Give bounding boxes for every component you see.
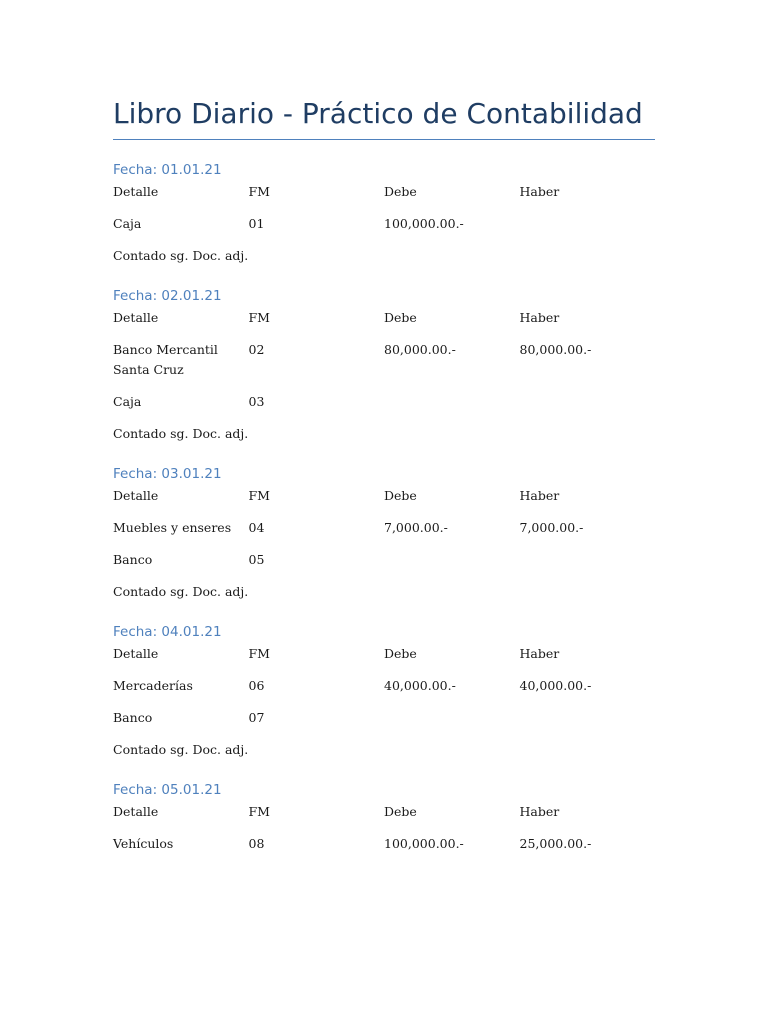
cell-detalle: Banco [113,710,153,725]
journal-entry [113,286,655,444]
cell-haber: 40,000.00.- [519,678,592,693]
journal-entry [113,622,655,760]
journal-entry [113,780,655,854]
journal-entry [113,160,655,266]
cell-detalle: Muebles y enseres [113,520,232,535]
entry-date: Fecha: 01.01.21 [113,162,222,178]
header-fm: FM [248,488,270,503]
header-haber: Haber [519,184,560,199]
cell-debe: 40,000.00.- [384,678,456,693]
header-detalle: Detalle [113,646,159,661]
header-haber: Haber [519,804,560,819]
entry-date: Fecha: 05.01.21 [113,782,222,798]
entry-header-row [113,802,655,822]
entry-line [113,340,655,380]
cell-haber [520,550,656,570]
header-debe: Debe [384,184,417,199]
entry-line [113,708,655,728]
cell-detalle: Banco Mercantil Santa Cruz [113,342,218,377]
header-debe: Debe [384,804,417,819]
header-fm: FM [248,184,270,199]
cell-haber [520,214,656,234]
entry-date: Fecha: 02.01.21 [113,288,222,304]
header-fm: FM [248,310,270,325]
entry-date: Fecha: 03.01.21 [113,466,222,482]
entry-date: Fecha: 04.01.21 [113,624,222,640]
entry-header-row [113,182,655,202]
cell-debe: 7,000.00.- [384,520,448,535]
journal-entries [113,160,655,874]
cell-haber: 7,000.00.- [519,520,584,535]
header-debe: Debe [384,310,417,325]
entry-note: Contado sg. Doc. adj. [113,426,249,441]
entry-line [113,518,655,538]
entry-line [113,550,655,570]
header-debe: Debe [384,488,417,503]
cell-haber [520,392,656,412]
header-detalle: Detalle [113,488,159,503]
entry-line [113,392,655,412]
header-detalle: Detalle [113,310,159,325]
entry-header-row [113,644,655,664]
cell-fm: 04 [248,520,265,535]
header-detalle: Detalle [113,804,159,819]
cell-detalle: Mercaderías [113,678,193,693]
cell-haber: 25,000.00.- [519,836,592,851]
entry-line [113,676,655,696]
cell-debe: 100,000.00.- [384,216,464,231]
entry-header-row [113,308,655,328]
entry-header-row [113,486,655,506]
header-fm: FM [248,646,270,661]
entry-note: Contado sg. Doc. adj. [113,584,249,599]
document-title: Libro Diario - Práctico de Contabilidad [113,97,643,130]
cell-fm: 07 [248,710,265,725]
cell-detalle: Caja [113,216,142,231]
entry-line [113,834,655,854]
cell-fm: 06 [248,678,265,693]
cell-detalle: Vehículos [113,836,174,851]
entry-note: Contado sg. Doc. adj. [113,742,249,757]
cell-debe: 100,000.00.- [384,836,464,851]
header-detalle: Detalle [113,184,159,199]
cell-debe: 80,000.00.- [384,342,456,357]
cell-fm: 02 [248,342,265,357]
cell-fm: 08 [248,836,265,851]
journal-entry [113,464,655,602]
entry-note: Contado sg. Doc. adj. [113,248,249,263]
header-haber: Haber [519,646,560,661]
entry-line [113,214,655,234]
header-haber: Haber [519,310,560,325]
cell-debe [384,392,520,412]
cell-detalle: Banco [113,552,153,567]
cell-fm: 03 [248,394,265,409]
cell-fm: 05 [248,552,265,567]
cell-detalle: Caja [113,394,142,409]
header-haber: Haber [519,488,560,503]
cell-debe [384,708,520,728]
title-underline [113,139,655,140]
cell-haber: 80,000.00.- [519,342,592,357]
cell-fm: 01 [248,216,265,231]
cell-haber [520,708,656,728]
header-fm: FM [248,804,270,819]
header-debe: Debe [384,646,417,661]
cell-debe [384,550,520,570]
